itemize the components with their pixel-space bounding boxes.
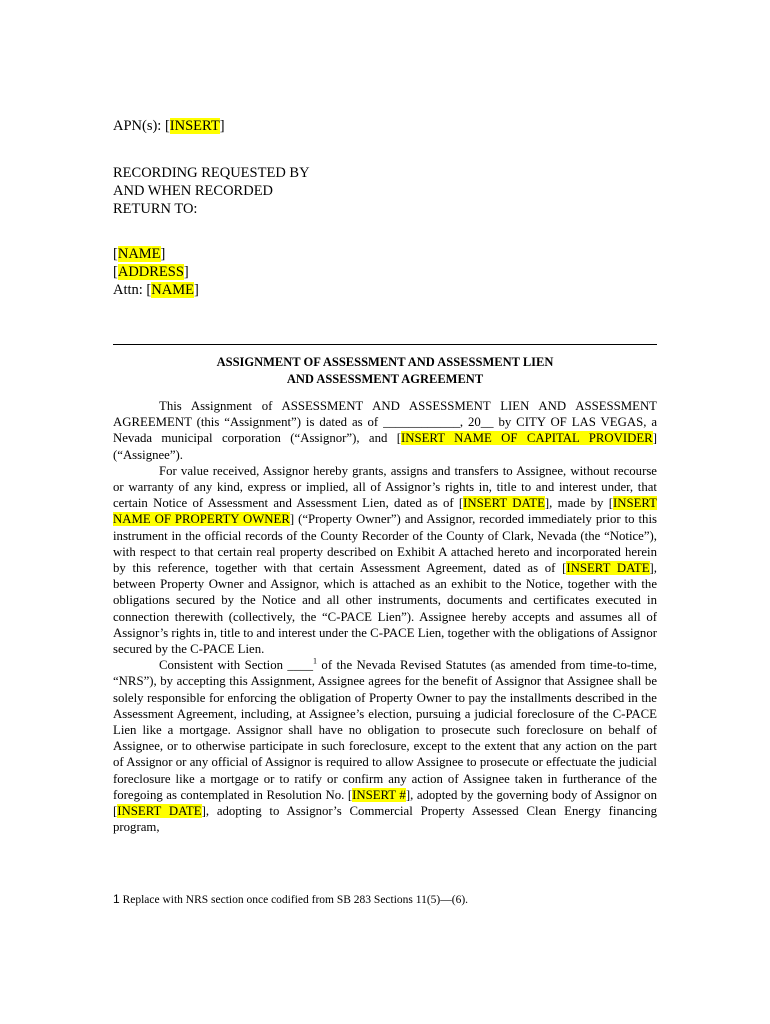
apn-placeholder: INSERT bbox=[169, 118, 220, 134]
paragraph-2: For value received, Assignor hereby grants, assigns and transfers to Assignee, without recourse or warranty of any kind, express or implied, all of Assignor’s rights in, title to and interest under, that certain Notice of Assessment and Assessment Lien, dated as of [INSERT DATE], made by [INSERT NAME OF PROPERTY OWNER] (“Property Owner”) and Assignor, recorded immediately prior to this instrument in the official records of the County Recorder of the County of Clark, Nevada (the “Notice”), with respect to that certain real property described on Exhibit A attached hereto and incorporated herein by this reference, together with that certain Assessment Agreement, dated as of [INSERT DATE], between Property Owner and Assignor, which is attached as an exhibit to the Notice, together with the obligations secured by the Notice and all other instruments, documents and certificates executed in connection therewith (collectively, the “C-PACE Lien”). Assignee hereby accepts and assumes all of Assignor’s rights in, title to and interest under the C-PACE Lien, together with the obligations of Assignor secured by the C-PACE Lien. bbox=[113, 463, 658, 657]
footnote: 1 Replace with NRS section once codified from SB 283 Sections 11(5)—(6). bbox=[113, 892, 469, 906]
paragraph-3: Consistent with Section ____$^1$ of the Nevada Revised Statutes (as amended from time-to-time, “NRS”), by accepting this Assignment, Assignee agrees for the benefit of Assignor that Assignee shall be solely responsible for enforcing the obligation of Property Owner to pay the installments described in the Assessment Agreement, including, at Assignee’s election, pursuing a judicial foreclosure of the C-PACE Lien like a mortgage. Assignor shall have no obligation to prosecute such foreclosure on behalf of Assignee, or to otherwise participate in such foreclosure, except to the extent that any action on the part of Assignor or any official of Assignor is required to allow Assignee to prosecute or effectuate the judicial foreclosure like a mortgage or to ratify or confirm any action of Assignee taken in furtherance of the foregoing as contemplated in Resolution No. [INSERT #], adopted by the governing body of Assignor on [INSERT DATE], adopting to Assignor’s Commercial Property Assessed Clean Energy financing program, bbox=[113, 656, 657, 835]
apn-line: APN(s): [INSERT] bbox=[113, 118, 225, 134]
address-line: [ADDRESS] bbox=[113, 264, 189, 280]
return-address-block bbox=[113, 245, 199, 299]
document-title: ASSIGNMENT OF ASSESSMENT AND ASSESSMENT LIEN AND ASSESSMENT AGREEMENT bbox=[216, 355, 554, 386]
footnote-ref: 1 bbox=[313, 656, 318, 666]
recording-block: RECORDING REQUESTED BY AND WHEN RECORDED RETURN TO: bbox=[113, 165, 310, 217]
attn-line: Attn: [NAME] bbox=[113, 282, 199, 298]
horizontal-divider bbox=[113, 344, 657, 345]
paragraph-1: This Assignment of ASSESSMENT AND ASSESSMENT LIEN AND ASSESSMENT AGREEMENT (this “Assignment”) is dated as of ____________, 20__ by CITY OF LAS VEGAS, a Nevada municipal corporation (“Assignor”), and [INSERT NAME OF CAPITAL PROVIDER] (“Assignee”). bbox=[113, 399, 657, 462]
name-line: [NAME] bbox=[113, 246, 166, 262]
document-body bbox=[113, 398, 657, 835]
